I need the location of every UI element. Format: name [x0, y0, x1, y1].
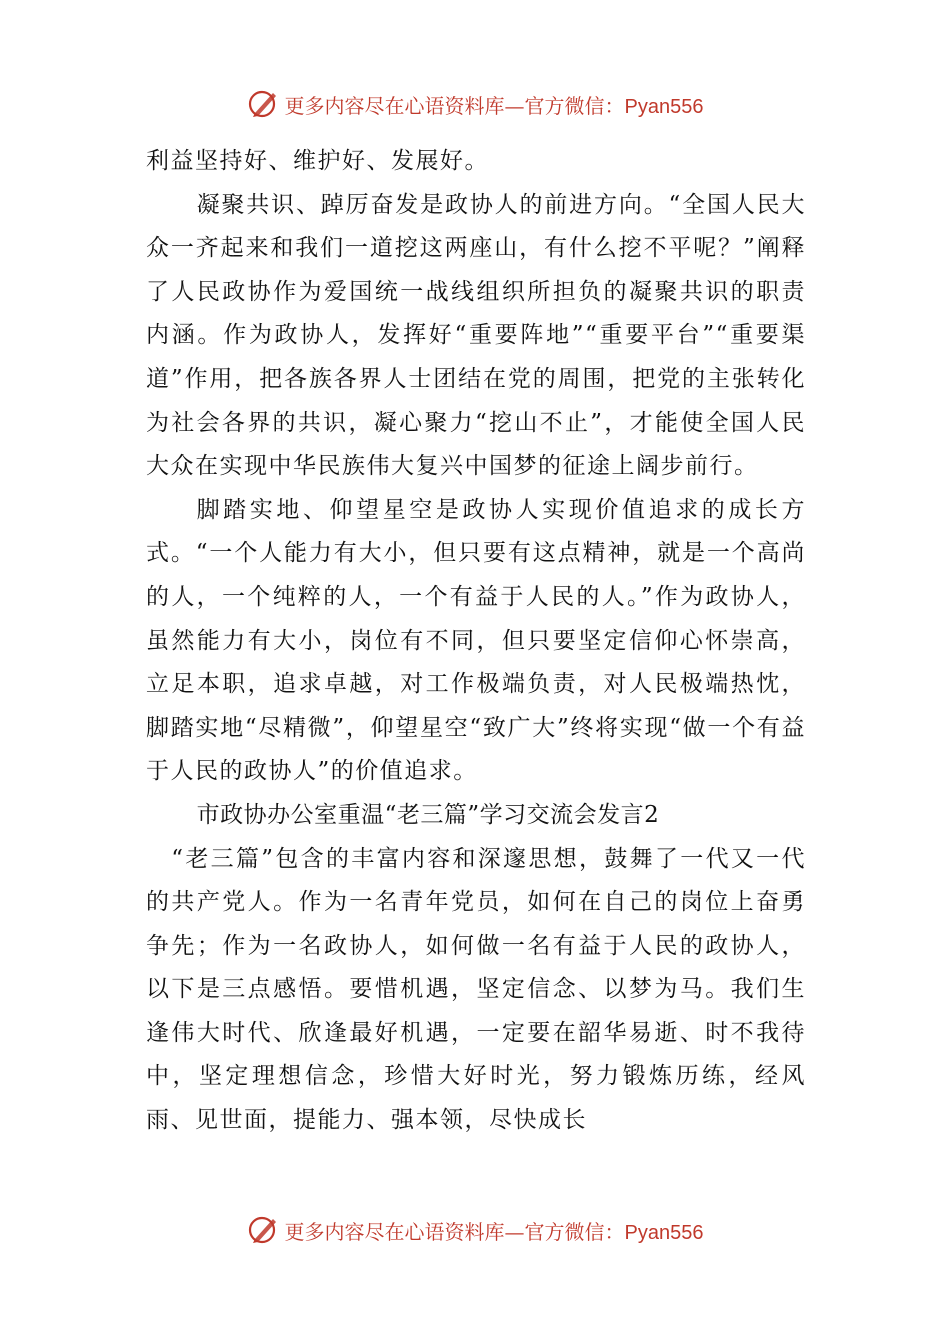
banner-text: [285, 1216, 704, 1245]
banner-main-text: 更多内容尽在心语资料库—官方微信：: [284, 1219, 625, 1244]
paragraph-continuation: 利益坚持好、维护好、发展好。: [146, 148, 489, 174]
section-heading: 市政协办公室重温“老三篇”学习交流会发言2: [196, 801, 660, 828]
banner-text: [285, 90, 704, 119]
banner-main-text: 更多内容尽在心语资料库—官方微信：: [284, 93, 625, 118]
paragraph-down-to-earth: 脚踏实地、仰望星空是政协人实现价值追求的成长方式。“一个人能力有大小，但只要有这点精神，就是一个高尚的人，一个纯粹的人，一个有益于人民的人。”作为政协人，虽然能力有大小，岗位有不同，但只要坚定信仰心怀崇高，立足本职，追求卓越，对工作极端负责，对人民极端热忱，脚踏实地“尽精微”，仰望星空“致广大”终将实现“做一个有益于人民的政协人”的价值追求。: [146, 496, 806, 785]
banner-wechat-id: Pyan556: [624, 1221, 704, 1244]
paragraph-consensus: 凝聚共识、踔厉奋发是政协人的前进方向。“全国人民大众一齐起来和我们一道挖这两座山，有什么挖不平呢？”阐释了人民政协作为爱国统一战线组织所担负的凝聚共识的职责内涵。作为政协人，发挥好“重要阵地”“重要平台”“重要渠道”作用，把各族各界人士团结在党的周围，把党的主张转化为社会各界的共识，凝心聚力“挖山不止”，才能使全国人民大众在实现中华民族伟大复兴中国梦的征途上阔步前行。: [146, 191, 806, 480]
document-body: [146, 140, 806, 1143]
footer-watermark-banner: [0, 1210, 950, 1250]
paragraph-lao-san-pian: “老三篇”包含的丰富内容和深邃思想，鼓舞了一代又一代的共产党人。作为一名青年党员，如何在自己的岗位上奋勇争先；作为一名政协人，如何做一名有益于人民的政协人，以下是三点感悟。要惜机遇，坚定信念、以梦为马。我们生逢伟大时代、欣逢最好机遇，一定要在韶华易逝、时不我待中，坚定理想信念，珍惜大好时光，努力锻炼历练，经风雨、见世面，提能力、强本领，尽快成长: [146, 845, 806, 1134]
banner-wechat-id: Pyan556: [624, 95, 704, 118]
header-watermark-banner: [0, 84, 950, 124]
pen-circle-icon: [247, 1213, 281, 1247]
pen-circle-icon: [247, 87, 281, 121]
